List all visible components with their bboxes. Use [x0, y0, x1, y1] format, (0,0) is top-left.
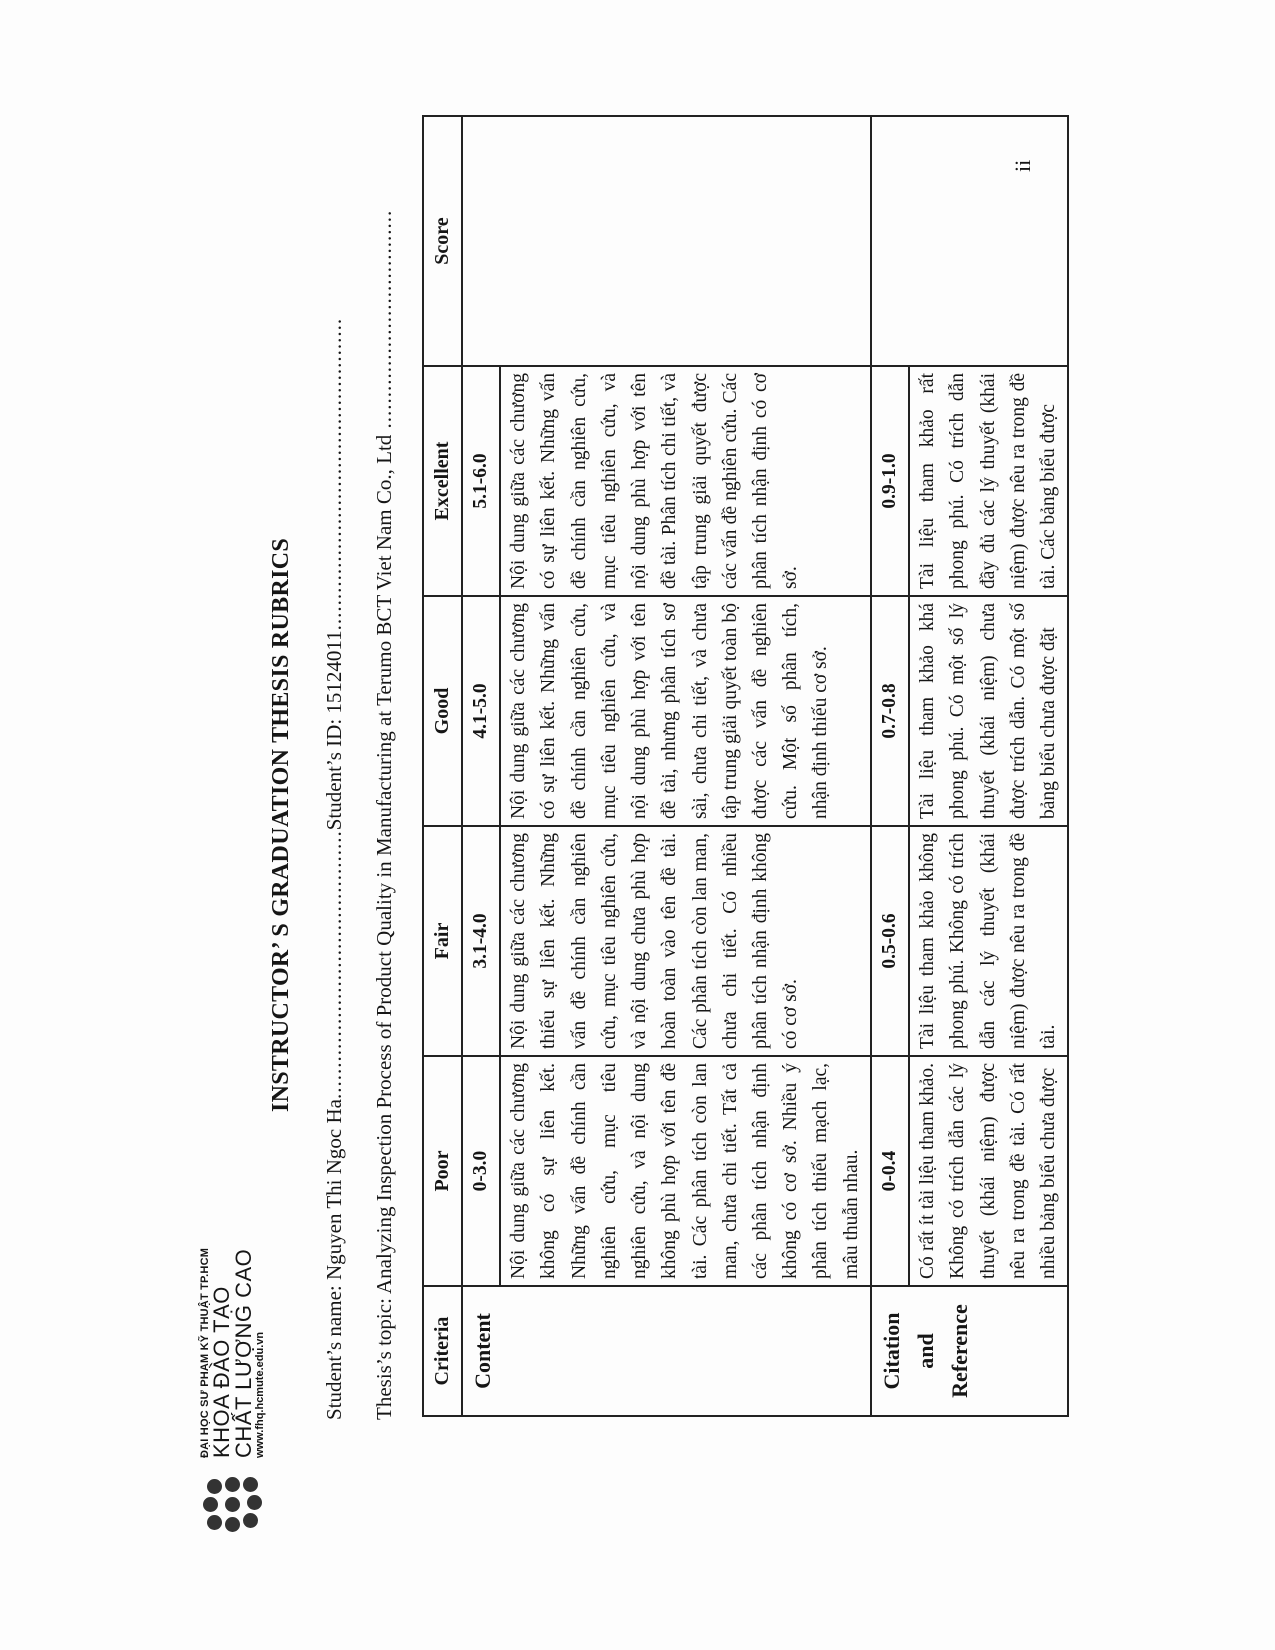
student-info-line — [322, 318, 347, 1420]
desc-excellent: Tài liệu tham khảo rất phong phú. Có trích dẫn đầy đủ các lý thuyết (khái niệm) được nêu ra trong đề tài. Các bảng biểu được — [909, 366, 1068, 596]
header-good: Good — [423, 596, 462, 826]
range-excellent: 5.1-6.0 — [462, 366, 500, 596]
logo-faculty: KHOA ĐÀO TẠO — [209, 1286, 234, 1458]
range-fair: 0.5-0.6 — [871, 826, 909, 1056]
score-cell-content[interactable] — [462, 116, 871, 366]
desc-good: Tài liệu tham khảo khá phong phú. Có một số lý thuyết (khái niệm) chưa được trích dẫn. Có một số bảng biểu chưa được đặt — [909, 596, 1068, 826]
id-dots: .................................................. — [322, 317, 346, 631]
document-title: INSTRUCTOR’ S GRADUATION THESIS RUBRICS — [268, 537, 294, 1113]
score-cell-citation[interactable] — [871, 116, 1068, 366]
header-excellent: Excellent — [423, 366, 462, 596]
logo-university: ĐẠI HỌC SƯ PHẠM KỸ THUẬT TP.HCM — [199, 1247, 211, 1458]
range-excellent: 0.9-1.0 — [871, 366, 909, 596]
name-dots: ........................................... — [322, 830, 346, 1099]
student-id-label: Student’s ID: — [322, 713, 346, 831]
header-score: Score — [423, 116, 462, 366]
header-criteria: Criteria — [423, 1286, 462, 1416]
range-good: 4.1-5.0 — [462, 596, 500, 826]
table-row-content-ranges — [462, 116, 500, 1416]
logo-icon — [203, 1468, 263, 1532]
desc-fair: Tài liệu tham khảo không phong phú. Không có trích dẫn các lý thuyết (khái niệm) được nêu ra trong đề tài. — [909, 826, 1068, 1056]
logo-program: CHẤT LƯỢNG CAO — [231, 1248, 256, 1458]
thesis-topic: Analyzing Inspection Process of Product Quality in Manufacturing at Terumo BCT Viet Nam Co., Ltd — [372, 434, 396, 1294]
header-fair: Fair — [423, 826, 462, 1056]
table-header-row — [423, 116, 462, 1416]
student-name-label: Student’s name: — [322, 1280, 346, 1420]
logo-website: www.fhq.hcmute.edu.vn — [254, 1331, 266, 1458]
criteria-citation: Citation and Reference — [871, 1286, 1068, 1416]
rubric-table — [422, 115, 1069, 1417]
criteria-content: Content — [462, 1286, 871, 1416]
header-poor: Poor — [423, 1056, 462, 1286]
student-id: 15124011 — [322, 630, 346, 714]
range-fair: 3.1-4.0 — [462, 826, 500, 1056]
range-good: 0.7-0.8 — [871, 596, 909, 826]
range-poor: 0-3.0 — [462, 1056, 500, 1286]
thesis-topic-line — [372, 210, 397, 1420]
topic-dots: ................................... — [372, 209, 396, 435]
desc-excellent: Nội dung giữa các chương có sự liên kết. Những vấn đề chính cần nghiên cứu, mục tiêu nghiên cứu, và nội dung phù hợp với tên đề tài. Phân tích chi tiết, và tập trung giải quyết được các vấn đề nghiên cứu. Các phân tích nhận định có cơ sở. — [500, 366, 871, 596]
faculty-logo — [200, 1248, 266, 1532]
student-name: Nguyen Thi Ngoc Ha — [322, 1099, 346, 1280]
desc-fair: Nội dung giữa các chương thiếu sự liên kết. Những vấn đề chính cần nghiên cứu, mục tiêu nghiên cứu, và nội dung chưa phù hợp hoàn toàn vào tên đề tài. Các phân tích còn lan man, chưa chi tiết. Có nhiều phân tích nhận định không có cơ sở. — [500, 826, 871, 1056]
range-poor: 0-0.4 — [871, 1056, 909, 1286]
desc-poor: Nội dung giữa các chương không có sự liên kết. Những vấn đề chính cần nghiên cứu, mục tiêu nghiên cứu, và nội dung không phù hợp với tên đề tài. Các phân tích còn lan man, chưa chi tiết. Tất cả các phân tích nhận định không có cơ sở. Nhiều ý phân tích thiếu mạch lạc, mâu thuẫn nhau. — [500, 1056, 871, 1286]
table-row-citation-ranges — [871, 116, 909, 1416]
desc-good: Nội dung giữa các chương có sự liên kết. Những vấn đề chính cần nghiên cứu, mục tiêu nghiên cứu, và nội dung phù hợp với tên đề tài, nhưng phân tích sơ sài, chưa chi tiết, và chưa tập trung giải quyết toàn bộ được các vấn đề nghiên cứu. Một số phân tích, nhận định thiếu cơ sở. — [500, 596, 871, 826]
desc-poor: Có rất ít tài liệu tham khảo. Không có trích dẫn các lý thuyết (khái niệm) được nêu ra trong đề tài. Có rất nhiều bảng biểu chưa được — [909, 1056, 1068, 1286]
thesis-topic-label: Thesis’s topic: — [372, 1294, 396, 1420]
page-number: ii — [1010, 159, 1035, 172]
